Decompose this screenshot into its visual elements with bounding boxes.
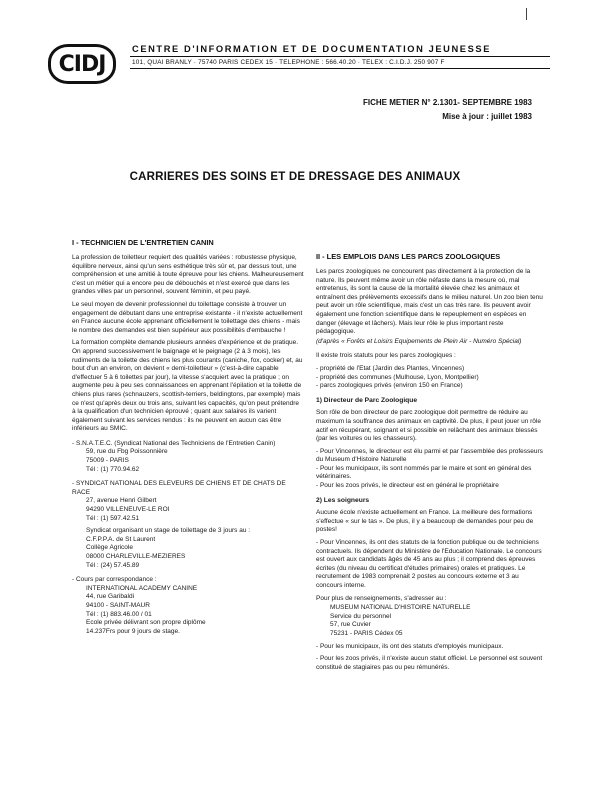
list-item: - propriété des communes (Mulhouse, Lyon, Montpellier) (316, 373, 479, 381)
org-name: CENTRE D'INFORMATION ET DE DOCUMENTATION JEUNESSE (132, 44, 492, 54)
statuts-list (316, 365, 544, 391)
address-line: Collège Agricole (86, 544, 133, 552)
address-line: - S.N.A.T.E.C. (Syndicat National des Techniciens de l'Entretien Canin) (72, 439, 276, 447)
address-line: C.F.P.P.A. de St Laurent (86, 535, 156, 543)
address-line: Service du personnel (330, 612, 392, 620)
address-line: Tél : (1) 597.42.51 (86, 514, 140, 522)
page-title: CARRIERES DES SOINS ET DE DRESSAGE DES ANIMAUX (129, 171, 461, 183)
right-column (316, 268, 544, 676)
section-heading-zoo: II - LES EMPLOIS DANS LES PARCS ZOOLOGIQUES (316, 252, 501, 261)
logo-text: CIDJ (58, 51, 106, 77)
address-line: 27, avenue Henri Gilbert (86, 497, 157, 505)
header-rule (130, 56, 550, 57)
snatec-block (72, 440, 304, 474)
address-line: 08000 CHARLEVILLE-MEZIERES (86, 553, 186, 560)
subheading-soigneurs: 2) Les soigneurs (316, 496, 370, 504)
address-line: 59, rue du Fbg Poissonnière (86, 448, 168, 456)
subheading-directeur: 1) Directeur de Parc Zoologique (316, 396, 418, 404)
paragraph: - Pour Vincennes, ils ont des statuts de la fonction publique ou de techniciens contractuels. Ils dépendent du Ministère de l'Education Nationale. Le concours est ouvert aux candidats âgés de 45 ans au plus ; il comprend des épreuves écrites (du niveau du certificat d'études primaires) orales et pratiques. Le recrutement de 1983 comprenait 2 postes au concours externe et 3 au concours interne. (316, 539, 542, 589)
paragraph: Les parcs zoologiques ne concourent pas directement à la protection de la nature. Ils peuvent même avoir un rôle néfaste dans la mesure où, mal entretenus, ils sont la cause de la mortalité élevée chez les animaux et entraînent des prélèvements excessifs dans le milieu naturel. Un zoo bien tenu peut avoir un rôle scientifique, mais c'est un cas très rare. Ils peuvent avoir également une fonction scientifique dans le repeuplement en espèces en danger (élevage et lâchers). Mais leur rôle le plus important reste pédagogique. (316, 268, 543, 336)
address-line: Syndicat organisant un stage de toilettage de 3 jours au : (86, 527, 251, 535)
scan-mark (526, 8, 527, 20)
address-line: 57, rue Cuvier (330, 621, 371, 629)
address-line: MUSEUM NATIONAL D'HISTOIRE NATURELLE (330, 604, 471, 612)
left-column (72, 254, 304, 640)
paragraph: Pour plus de renseignements, s'adresser au : (316, 594, 447, 602)
paragraph: - Pour les zoos privés, il n'existe aucun statut officiel. Le personnel est souvent constitué de stagiaires pas ou peu rémunérés. (316, 655, 543, 671)
list-item: - propriété de l'Etat (Jardin des Plantes, Vincennes) (316, 364, 465, 372)
list-item: - Pour les zoos privés, le directeur est en général le propriétaire (316, 482, 499, 490)
source-quote: (d'après « Forêts et Loisirs Equipements de Plein Air - Numéro Spécial) (316, 337, 522, 345)
paragraph: Le seul moyen de devenir professionnel du toilettage consiste à trouver un engagement de débutant dans une entreprise existante - il n'existe actuellement en France aucune école apprenant officiellement le toilettage des chiens - mais le nombre des demandes est bien supérieur aux possibilités d'embauche ! (72, 300, 303, 334)
list-item: - parcs zoologiques privés (environ 150 en France) (316, 382, 463, 390)
address-line: 14.237Frs pour 9 jours de stage. (86, 627, 180, 635)
stage-block (72, 527, 304, 570)
address-line: 75009 - PARIS (86, 457, 129, 465)
fiche-number: FICHE METIER N° 2.1301- SEPTEMBRE 1983 (362, 98, 532, 107)
cidj-logo (48, 44, 116, 84)
paragraph: Aucune école n'existe actuellement en France. La meilleure des formations s'effectue « sur le tas ». De plus, il y a beaucoup de demandes pour peu de postes! (316, 509, 534, 534)
section-heading-canin: I - TECHNICIEN DE L'ENTRETIEN CANIN (72, 238, 214, 247)
fiche-info (363, 96, 532, 124)
paragraph: La profession de toiletteur requiert des qualités variées : robustesse physique, équilibre nerveux, ainsi qu'un sens esthétique très sûr et, par dessus tout, une compréhension et une amitié à toute épreuve pour les chiens. Malheureusement c'est un métier qui a encore peu de débouchés et n'est exercé que dans les grandes villes par un personnel, souvent féminin, et peu payé. (72, 254, 304, 296)
cours-block (72, 576, 304, 636)
address-line: Tél : (1) 883.46.00 / 01 (86, 610, 152, 618)
list-item: - Pour les municipaux, ils sont nommés par le maire et sont en général des vétérinaires. (316, 464, 532, 481)
address-line: Tél : (1) 770.94.62 (86, 465, 140, 473)
address-line: 75231 - PARIS Cédex 05 (330, 629, 403, 637)
address-line: 94290 VILLENEUVE-LE ROI (86, 506, 170, 514)
address-line: Ecole privée délivrant son propre diplôme (86, 619, 206, 627)
directeur-list (316, 448, 544, 491)
header-rule-bottom (130, 68, 550, 69)
paragraph: La formation complète demande plusieurs années d'expérience et de pratique. On apprend successivement le baignage et le peignage (2 à 3 mois), les rudiments de la toilette des chiens les plus courants (caniche, fox, cocker) et, au bout d'un an environ, on devient « demi-toiletteur » (c'est-à-dire capable d'effectuer 5 à 6 toilettes par jour), la vitesse s'acquiert avec la pratique ; on augmente peu à peu ses connaissances en apprenant l'épilation et la toilette de chiens plus rares (schnauzers, scottish-terriers, beldingtons, par exemple) mais ce n'est qu'après deux ou trois ans, suivant les capacités, qu'on peut prétendre à la qualification d'un technicien éprouvé ; quant aux salaires ils varient également suivant les services rendus : ils ne peuvent en aucun cas être inférieurs au SMIC. (72, 339, 303, 433)
address-line: 44, rue Garibaldi (86, 593, 135, 601)
address-line: - Cours par correspondance : (72, 576, 157, 584)
address-line: INTERNATIONAL ACADEMY CANINE (86, 584, 198, 592)
list-item: - Pour Vincennes, le directeur est élu parmi et par l'assemblée des professeurs du Museum d'Histoire Naturelle (316, 447, 543, 464)
syndicat-block (72, 480, 304, 523)
address-line: - SYNDICAT NATIONAL DES ELEVEURS DE CHIENS ET DE CHATS DE RACE (72, 480, 286, 496)
org-address: 101, QUAI BRANLY · 75740 PARIS CEDEX 15 · TELEPHONE : 566.40.20 · TELEX : C.I.D.J. 250 907 F (132, 59, 445, 66)
address-line: 94100 - SAINT-MAUR (86, 601, 150, 609)
paragraph: Il existe trois statuts pour les parcs zoologiques : (316, 352, 456, 360)
paragraph: - Pour les municipaux, ils ont des statuts d'employés municipaux. (316, 642, 504, 650)
museum-address (316, 604, 544, 638)
fiche-update: Mise à jour : juillet 1983 (442, 112, 532, 121)
paragraph: Son rôle de bon directeur de parc zoologique doit permettre de réduire au maximum la souffrance des animaux en captivité. De plus, il peut jouer un rôle actif en récupérant, soignant et si possible en relâchant des animaux blessés (par les voitures ou les chasseurs). (316, 409, 541, 443)
address-line: Tél : (24) 57.45.89 (86, 561, 140, 569)
